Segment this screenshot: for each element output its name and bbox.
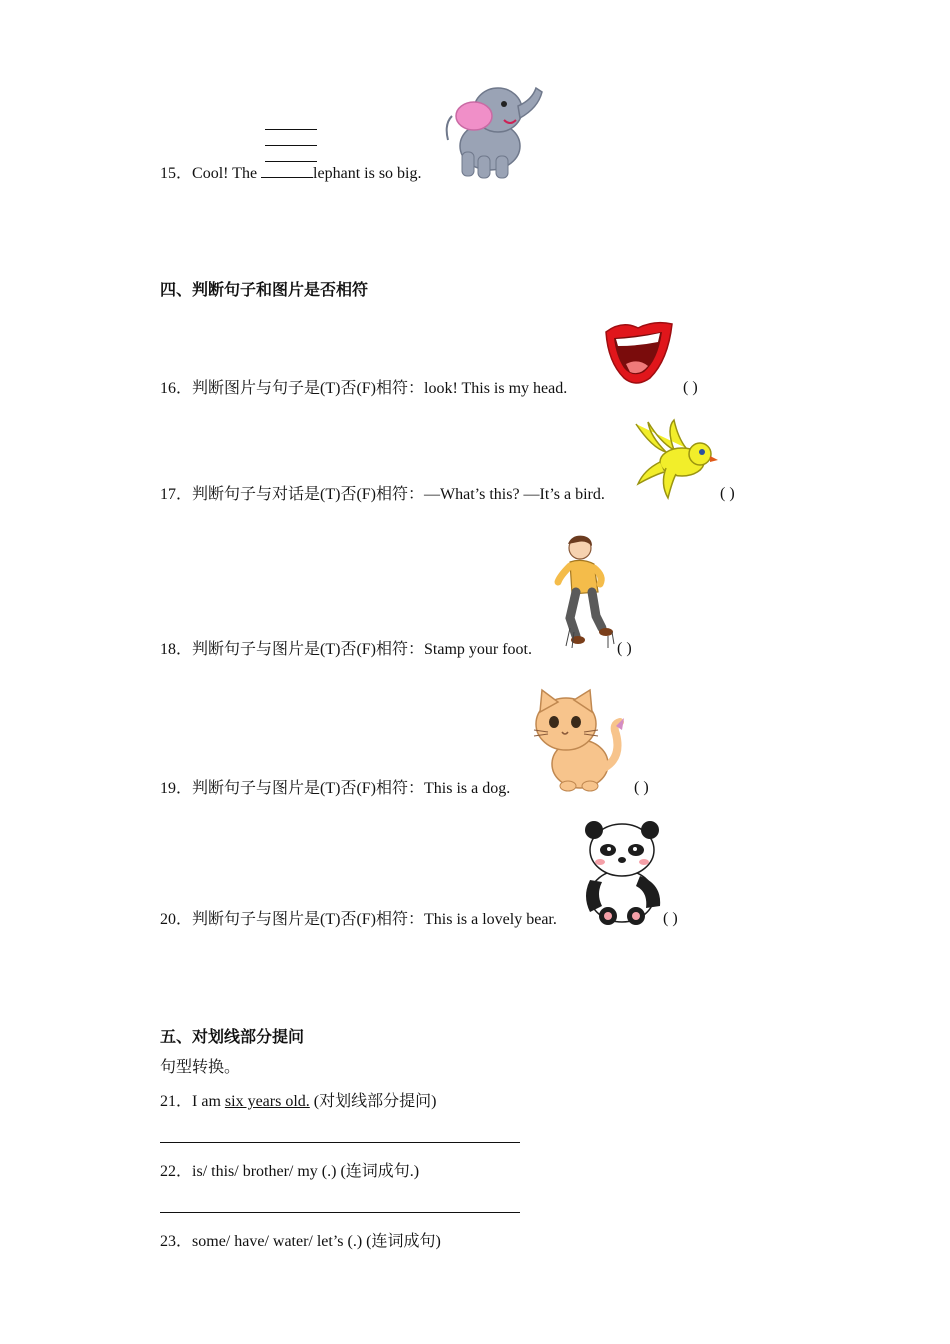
question-number: 19． (160, 780, 193, 797)
question-text-after: lephant is so big. (313, 165, 422, 182)
question-number: 23． (160, 1233, 193, 1250)
question-number: 18． (160, 641, 193, 658)
answer-parentheses[interactable]: ( ) (720, 485, 735, 502)
answer-blank[interactable] (261, 165, 313, 178)
question-number: 17． (160, 486, 193, 503)
question-text: 判断句子与图片是(T)否(F)相符：This is a dog. (192, 780, 511, 797)
question-22 (160, 1162, 419, 1182)
underlined-phrase: six years old. (224, 1093, 310, 1110)
mouth-icon (602, 320, 674, 386)
question-number: 16． (160, 380, 193, 397)
question-15 (160, 164, 421, 184)
question-text-after: (对划线部分提问) (309, 1093, 437, 1110)
question-text: 判断图片与句子是(T)否(F)相符：look! This is my head. (192, 380, 568, 397)
cat-icon (532, 688, 626, 794)
answer-parentheses[interactable]: ( ) (683, 379, 698, 396)
answer-parentheses[interactable]: ( ) (663, 910, 678, 927)
question-text-before: Cool! The (192, 165, 262, 182)
question-21 (160, 1092, 436, 1112)
section-instruction: 句型转换。 (160, 1059, 241, 1076)
question-17 (160, 485, 605, 505)
bird-icon (630, 418, 720, 502)
question-number: 20． (160, 911, 193, 928)
question-text: 判断句子与图片是(T)否(F)相符：Stamp your foot. (192, 641, 532, 658)
boy-stamping-icon (552, 532, 612, 652)
question-text-before: I am (192, 1093, 225, 1110)
section-heading: 五、对划线部分提问 (160, 1029, 305, 1046)
question-23 (160, 1232, 441, 1252)
answer-line[interactable] (160, 1212, 520, 1213)
answer-parentheses[interactable]: ( ) (634, 779, 649, 796)
question-20 (160, 910, 557, 930)
answer-line[interactable] (160, 1142, 520, 1143)
question-number: 15． (160, 165, 193, 182)
question-text: 判断句子与对话是(T)否(F)相符：—What’s this? —It’s a bird. (192, 486, 605, 503)
question-16 (160, 379, 567, 399)
section-heading: 四、判断句子和图片是否相符 (160, 282, 369, 299)
question-number: 22． (160, 1163, 193, 1180)
question-18 (160, 640, 532, 660)
elephant-icon (440, 80, 548, 182)
question-text: 判断句子与图片是(T)否(F)相符：This is a lovely bear. (192, 911, 557, 928)
question-text: some/ have/ water/ let’s (.) (连词成句) (192, 1233, 441, 1250)
panda-icon (580, 820, 664, 926)
question-text: is/ this/ brother/ my (.) (连词成句.) (192, 1163, 420, 1180)
question-19 (160, 779, 510, 799)
answer-parentheses[interactable]: ( ) (617, 640, 632, 657)
question-number: 21． (160, 1093, 193, 1110)
